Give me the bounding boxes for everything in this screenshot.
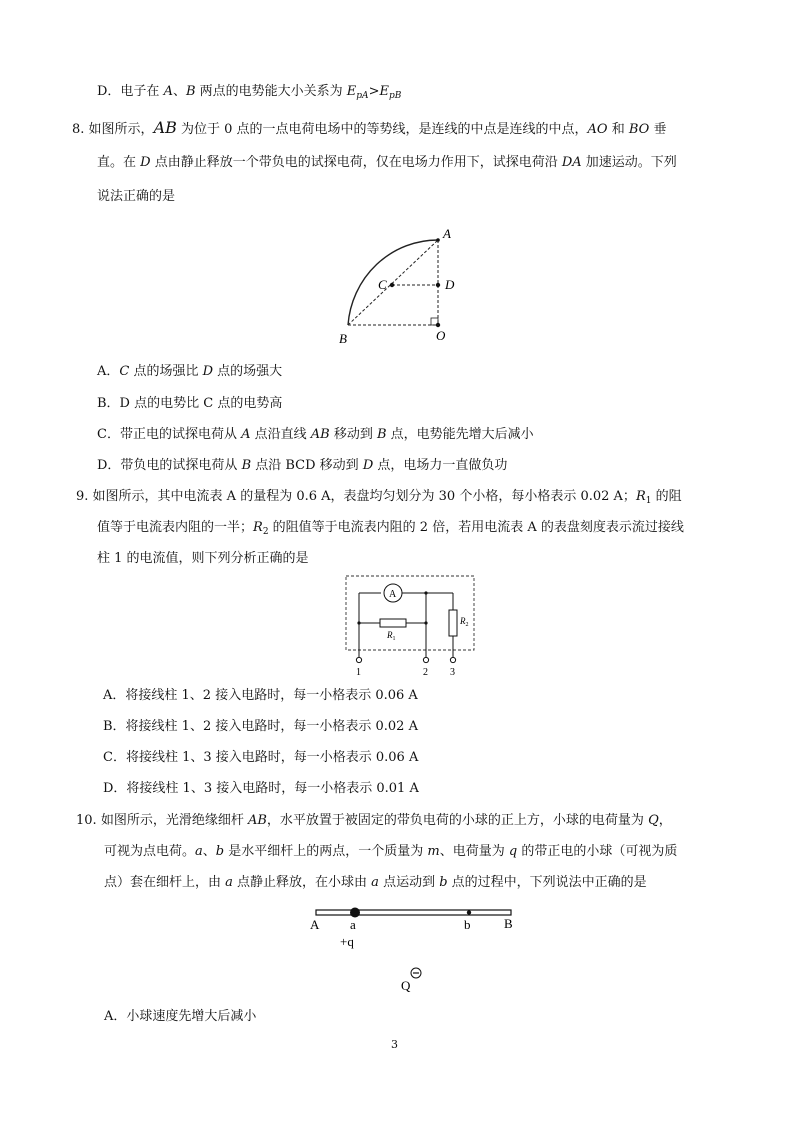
text: B xyxy=(376,427,387,442)
q9-option-d: D．将接线柱 1、3 接入电路时，每一小格表示 0.01 A xyxy=(103,781,419,796)
junction xyxy=(424,621,427,624)
text: pB xyxy=(388,91,402,101)
text: b xyxy=(439,875,448,890)
q9-option-a: A．将接线柱 1、2 接入电路时，每一小格表示 0.06 A xyxy=(103,688,418,703)
text: 的带正电的小球（可视为质 xyxy=(517,844,678,859)
text: DA xyxy=(561,155,582,170)
text: D xyxy=(202,364,214,379)
text: 加速运动。下列 xyxy=(581,155,677,170)
text: AO xyxy=(587,122,608,137)
text: 是水平细杆上的两点，一个质量为 xyxy=(224,844,428,859)
label-charge-q: +q xyxy=(340,934,354,949)
terminal-2-label: 2 xyxy=(423,667,428,678)
question-number: 9. xyxy=(76,489,89,504)
text: R xyxy=(635,489,646,504)
text: AB xyxy=(247,813,267,828)
text: A xyxy=(241,427,251,442)
text: 1 xyxy=(645,496,652,506)
point-d xyxy=(436,283,440,287)
page-number: 3 xyxy=(391,1038,398,1051)
q8-option-d xyxy=(97,457,507,475)
point-b-marker xyxy=(467,910,471,914)
label-point-a: a xyxy=(350,917,356,932)
q9-stem-line2 xyxy=(97,519,684,541)
text: 点）套在细杆上，由 xyxy=(104,875,226,890)
text: ， xyxy=(658,813,672,828)
text: D xyxy=(140,155,151,170)
text: 点运动到 xyxy=(378,875,440,890)
junction xyxy=(424,591,427,594)
text: q xyxy=(508,844,518,859)
text: 如图所示，光滑绝缘细杆 xyxy=(100,813,248,828)
text: 点由静止释放一个带负电的试探电荷，仅在电场力作用下，试探电荷沿 xyxy=(150,155,562,170)
text: 点沿 BCD 移动到 xyxy=(251,458,363,473)
label-fixed-charge: Q xyxy=(401,978,411,993)
q8-stem-line2 xyxy=(97,154,677,172)
q8-option-c xyxy=(97,426,534,444)
text: 可视为点电荷。 xyxy=(104,844,196,859)
terminal-2 xyxy=(423,657,428,662)
text: E xyxy=(379,84,389,99)
label-d: D xyxy=(445,277,455,292)
label-o: O xyxy=(436,328,446,343)
text: 点的场强大 xyxy=(213,364,283,379)
question-number: 10. xyxy=(76,813,97,828)
text: 点沿直线 xyxy=(250,427,311,442)
q8-stem-line1 xyxy=(72,119,666,139)
text: 的阻 xyxy=(651,489,682,504)
q10-stem-line2 xyxy=(104,843,677,861)
q10-option-a: A．小球速度先增大后减小 xyxy=(104,1009,257,1024)
q9-option-b: B．将接线柱 1、2 接入电路时，每一小格表示 0.02 A xyxy=(103,719,418,734)
text: 、 xyxy=(202,844,216,859)
q9-stem-line3: 柱 1 的电流值，则下列分析正确的是 xyxy=(97,551,309,566)
text: 点，电势能先增大后减小 xyxy=(386,427,534,442)
text: 点静止释放，在小球由 xyxy=(232,875,372,890)
text: 如图所示，其中电流表 A 的量程为 0.6 A，表盘均匀划分为 30 个小格，每小格表示 0.02 A； xyxy=(92,489,636,504)
text: m xyxy=(427,844,440,859)
q8-option-a xyxy=(97,363,282,381)
text: D．电子在 xyxy=(97,84,164,99)
junction xyxy=(357,621,360,624)
label-point-b: b xyxy=(464,917,471,932)
q9-circuit-figure xyxy=(340,574,480,680)
q8-figure xyxy=(330,222,470,350)
text: R xyxy=(253,520,263,535)
text: 点的场强比 xyxy=(129,364,203,379)
point-o xyxy=(436,323,440,327)
q9-stem-line1 xyxy=(76,488,682,510)
q7-option-d xyxy=(97,83,401,105)
text: 两点的电势能大小关系为 xyxy=(195,84,347,99)
text: A． xyxy=(97,364,120,379)
q10-rod-figure xyxy=(300,900,530,995)
q9-option-c: C．将接线柱 1、3 接入电路时，每一小格表示 0.06 A xyxy=(103,750,419,765)
terminal-1-label: 1 xyxy=(356,667,361,678)
label-rod-b: B xyxy=(504,916,513,931)
text: > xyxy=(368,84,380,99)
text: C．带正电的试探电荷从 xyxy=(97,427,242,442)
text: 为位于 0 点的一点电荷电场中的等势线，是连线的中点是连线的中点， xyxy=(176,122,588,137)
text: 的阻值等于电流表内阻的 2 倍，若用电流表 A 的表盘刻度表示流过接线 xyxy=(268,520,684,535)
text: E xyxy=(346,84,357,99)
r1-label: $R_1$ xyxy=(387,630,396,642)
text: A xyxy=(163,84,173,99)
text: AB xyxy=(153,118,177,137)
terminal-3-label: 3 xyxy=(450,667,455,678)
text: 点，电场力一直做负功 xyxy=(373,458,508,473)
ammeter-label: A xyxy=(389,589,397,600)
label-a: A xyxy=(443,226,451,241)
text: 2 xyxy=(262,527,269,537)
text: B xyxy=(241,458,252,473)
terminal-1 xyxy=(356,657,361,662)
text: 点的过程中，下列说法中正确的是 xyxy=(447,875,647,890)
resistor-r1 xyxy=(380,619,406,627)
label-b: B xyxy=(339,331,347,346)
r2-label: $R_2$ xyxy=(460,616,469,628)
text: 移动到 xyxy=(329,427,377,442)
q10-stem-line3 xyxy=(104,874,647,892)
text: BO xyxy=(628,122,650,137)
text: b xyxy=(215,844,225,859)
text: a xyxy=(225,875,233,890)
resistor-r2 xyxy=(449,610,457,636)
text: 、电荷量为 xyxy=(439,844,509,859)
text: 如图所示， xyxy=(88,122,154,137)
text: Q xyxy=(648,813,659,828)
text: 和 xyxy=(607,122,629,137)
text: ，水平放置于被固定的带负电荷的小球的正上方，小球的电荷量为 xyxy=(266,813,649,828)
q10-stem-line1 xyxy=(76,812,672,830)
text: 、 xyxy=(172,84,186,99)
label-c: C xyxy=(378,277,387,292)
point-a xyxy=(436,238,440,242)
text: a xyxy=(371,875,379,890)
question-number: 8. xyxy=(72,122,85,137)
text: 直。在 xyxy=(97,155,141,170)
text: B xyxy=(185,84,196,99)
label-rod-a: A xyxy=(310,917,320,932)
text: pA xyxy=(356,91,369,101)
insulating-rod xyxy=(316,910,511,915)
q8-option-b: B．D 点的电势比 C 点的电势高 xyxy=(97,396,283,411)
text: C xyxy=(119,364,130,379)
text: D．带负电的试探电荷从 xyxy=(97,458,242,473)
terminal-3 xyxy=(450,657,455,662)
text: 垂 xyxy=(649,122,667,137)
q8-stem-line3: 说法正确的是 xyxy=(97,189,176,204)
point-c xyxy=(390,283,394,287)
text: D xyxy=(362,458,374,473)
text: a xyxy=(195,844,203,859)
text: AB xyxy=(310,427,330,442)
charged-ball xyxy=(350,908,360,918)
text: 值等于电流表内阻的一半； xyxy=(97,520,254,535)
